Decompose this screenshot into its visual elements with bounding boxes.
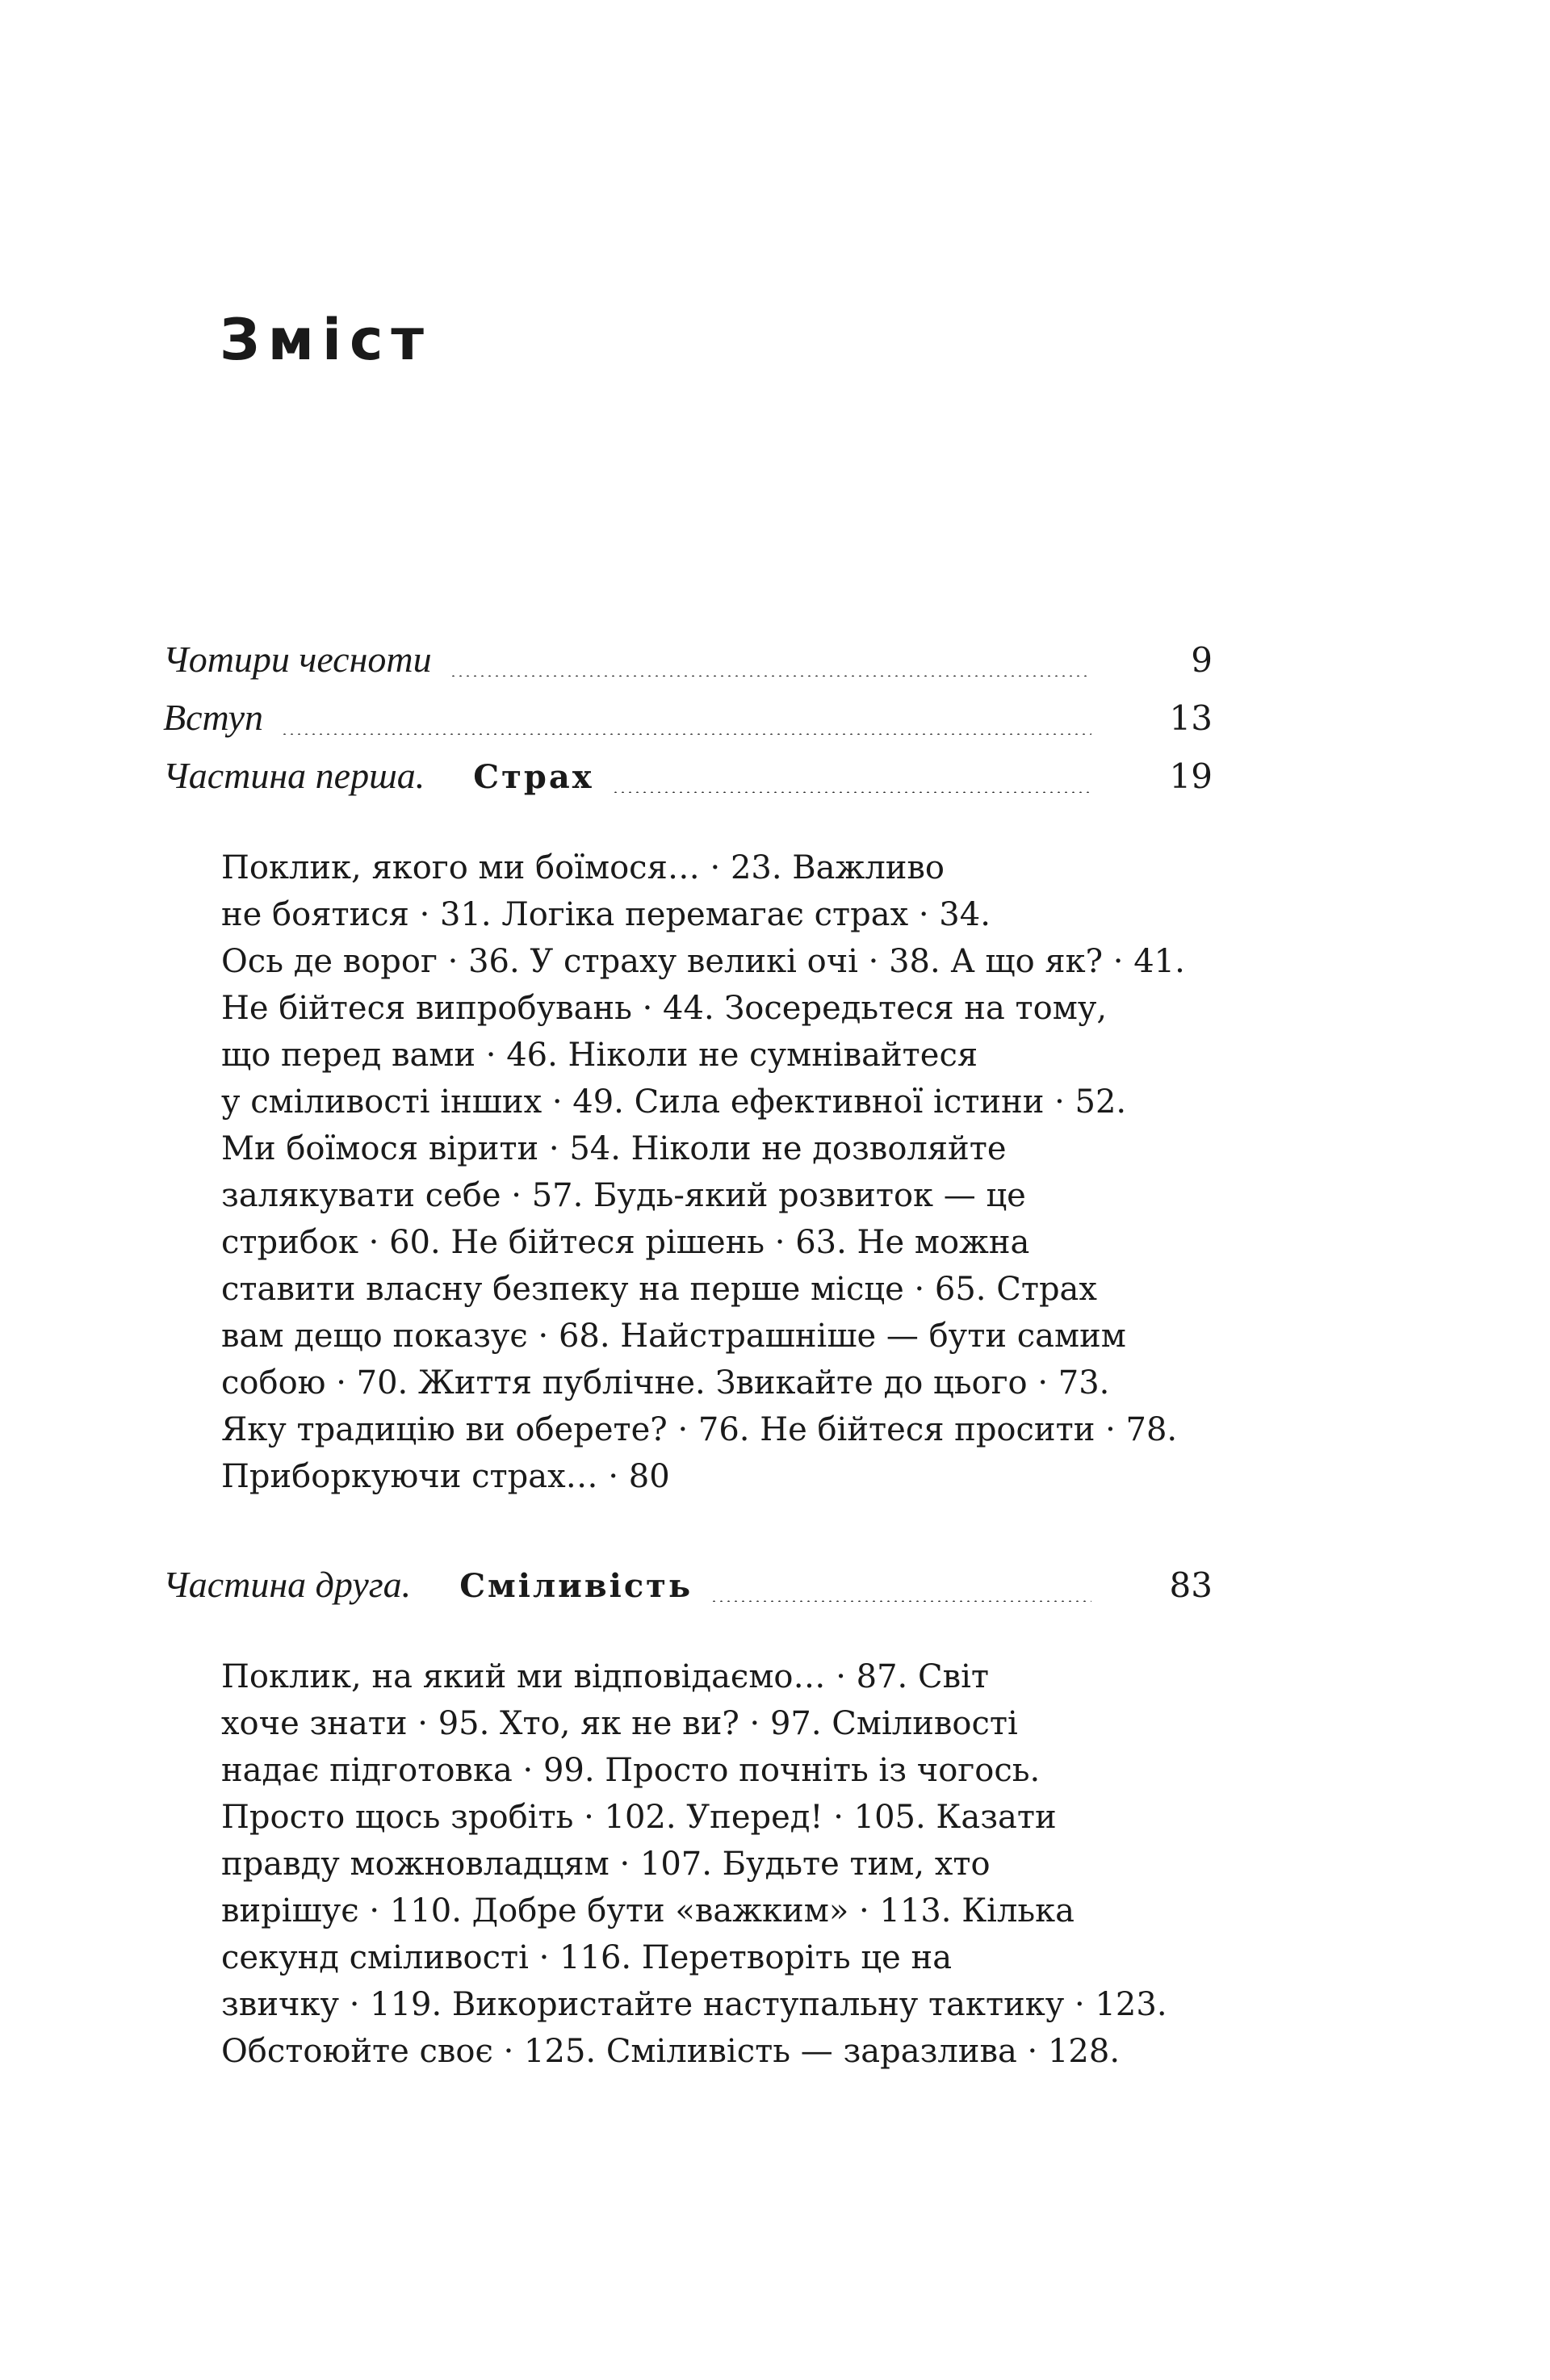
summary-line: Не бійтеся випробувань · 44. Зосередьтеся на тому,: [221, 990, 1108, 1027]
toc-entry-title: Страх: [473, 758, 594, 796]
summary-line: Приборкуючи страх… · 80: [221, 1458, 670, 1495]
page-title: Зміст: [220, 307, 433, 373]
summary-line: правду можновладцям · 107. Будьте тим, хто: [221, 1846, 991, 1883]
summary-line: Ми боїмося вірити · 54. Ніколи не дозволяйте: [221, 1130, 1007, 1167]
summary-line: Ось де ворог · 36. У страху великі очі · 38. А що як? · 41.: [221, 943, 1185, 980]
dot-leader: [594, 783, 1091, 791]
summary-line: стрибок · 60. Не бійтеся рішень · 63. Не можна: [221, 1224, 1030, 1261]
toc-entry-introduction[interactable]: [163, 696, 1213, 754]
summary-line: Яку традицію ви оберете? · 76. Не бійтеся просити · 78.: [221, 1411, 1178, 1448]
toc-entry-label: Частина друга.: [163, 1564, 412, 1605]
dot-leader: [432, 667, 1091, 675]
dot-leader: [693, 1592, 1091, 1600]
toc-entry-page: 19: [1169, 756, 1213, 796]
summary-line: звичку · 119. Використайте наступальну тактику · 123.: [221, 1986, 1167, 2023]
table-of-contents: [163, 638, 1213, 2075]
summary-line: Просто щось зробіть · 102. Уперед! · 105. Казати: [221, 1799, 1057, 1836]
summary-line: ставити власну безпеку на перше місце · 65. Страх: [221, 1271, 1097, 1308]
toc-entry-page: 13: [1169, 698, 1213, 738]
toc-entry-page: 9: [1191, 640, 1213, 680]
toc-entry-page: 83: [1169, 1565, 1213, 1605]
toc-entry-part-one[interactable]: [163, 754, 1213, 812]
summary-line: хоче знати · 95. Хто, як не ви? · 97. Сміливості: [221, 1705, 1018, 1742]
dot-leader: [263, 725, 1091, 733]
summary-line: секунд сміливості · 116. Перетворіть це на: [221, 1939, 953, 1976]
summary-line: Поклик, якого ми боїмося… · 23. Важливо: [221, 849, 945, 886]
part-two-summary: [221, 1653, 1167, 2075]
toc-entry-title: Сміливість: [459, 1567, 693, 1605]
summary-line: Поклик, на який ми відповідаємо… · 87. Світ: [221, 1658, 990, 1695]
summary-line: не боятися · 31. Логіка перемагає страх · 34.: [221, 896, 991, 933]
summary-line: що перед вами · 46. Ніколи не сумнівайтеся: [221, 1037, 978, 1074]
part-one-summary: [221, 844, 1185, 1500]
summary-line: Обстоюйте своє · 125. Сміливість — заразлива · 128.: [221, 2033, 1121, 2070]
toc-entry-four-virtues[interactable]: [163, 638, 1213, 696]
toc-entry-part-two[interactable]: [163, 1563, 1213, 1621]
summary-line: у сміливості інших · 49. Сила ефективної істини · 52.: [221, 1083, 1127, 1121]
summary-line: вирішує · 110. Добре бути «важким» · 113. Кілька: [221, 1892, 1075, 1930]
toc-entry-label: Вступ: [163, 697, 264, 738]
toc-entry-label: Частина перша.: [163, 755, 425, 796]
summary-line: залякувати себе · 57. Будь-який розвиток — це: [221, 1177, 1026, 1214]
summary-line: надає підготовка · 99. Просто почніть із чогось.: [221, 1752, 1041, 1789]
toc-entry-label: Чотири чесноти: [163, 639, 432, 680]
summary-line: вам дещо показує · 68. Найстрашніше — бути самим: [221, 1318, 1126, 1355]
summary-line: собою · 70. Життя публічне. Звикайте до цього · 73.: [221, 1364, 1110, 1402]
